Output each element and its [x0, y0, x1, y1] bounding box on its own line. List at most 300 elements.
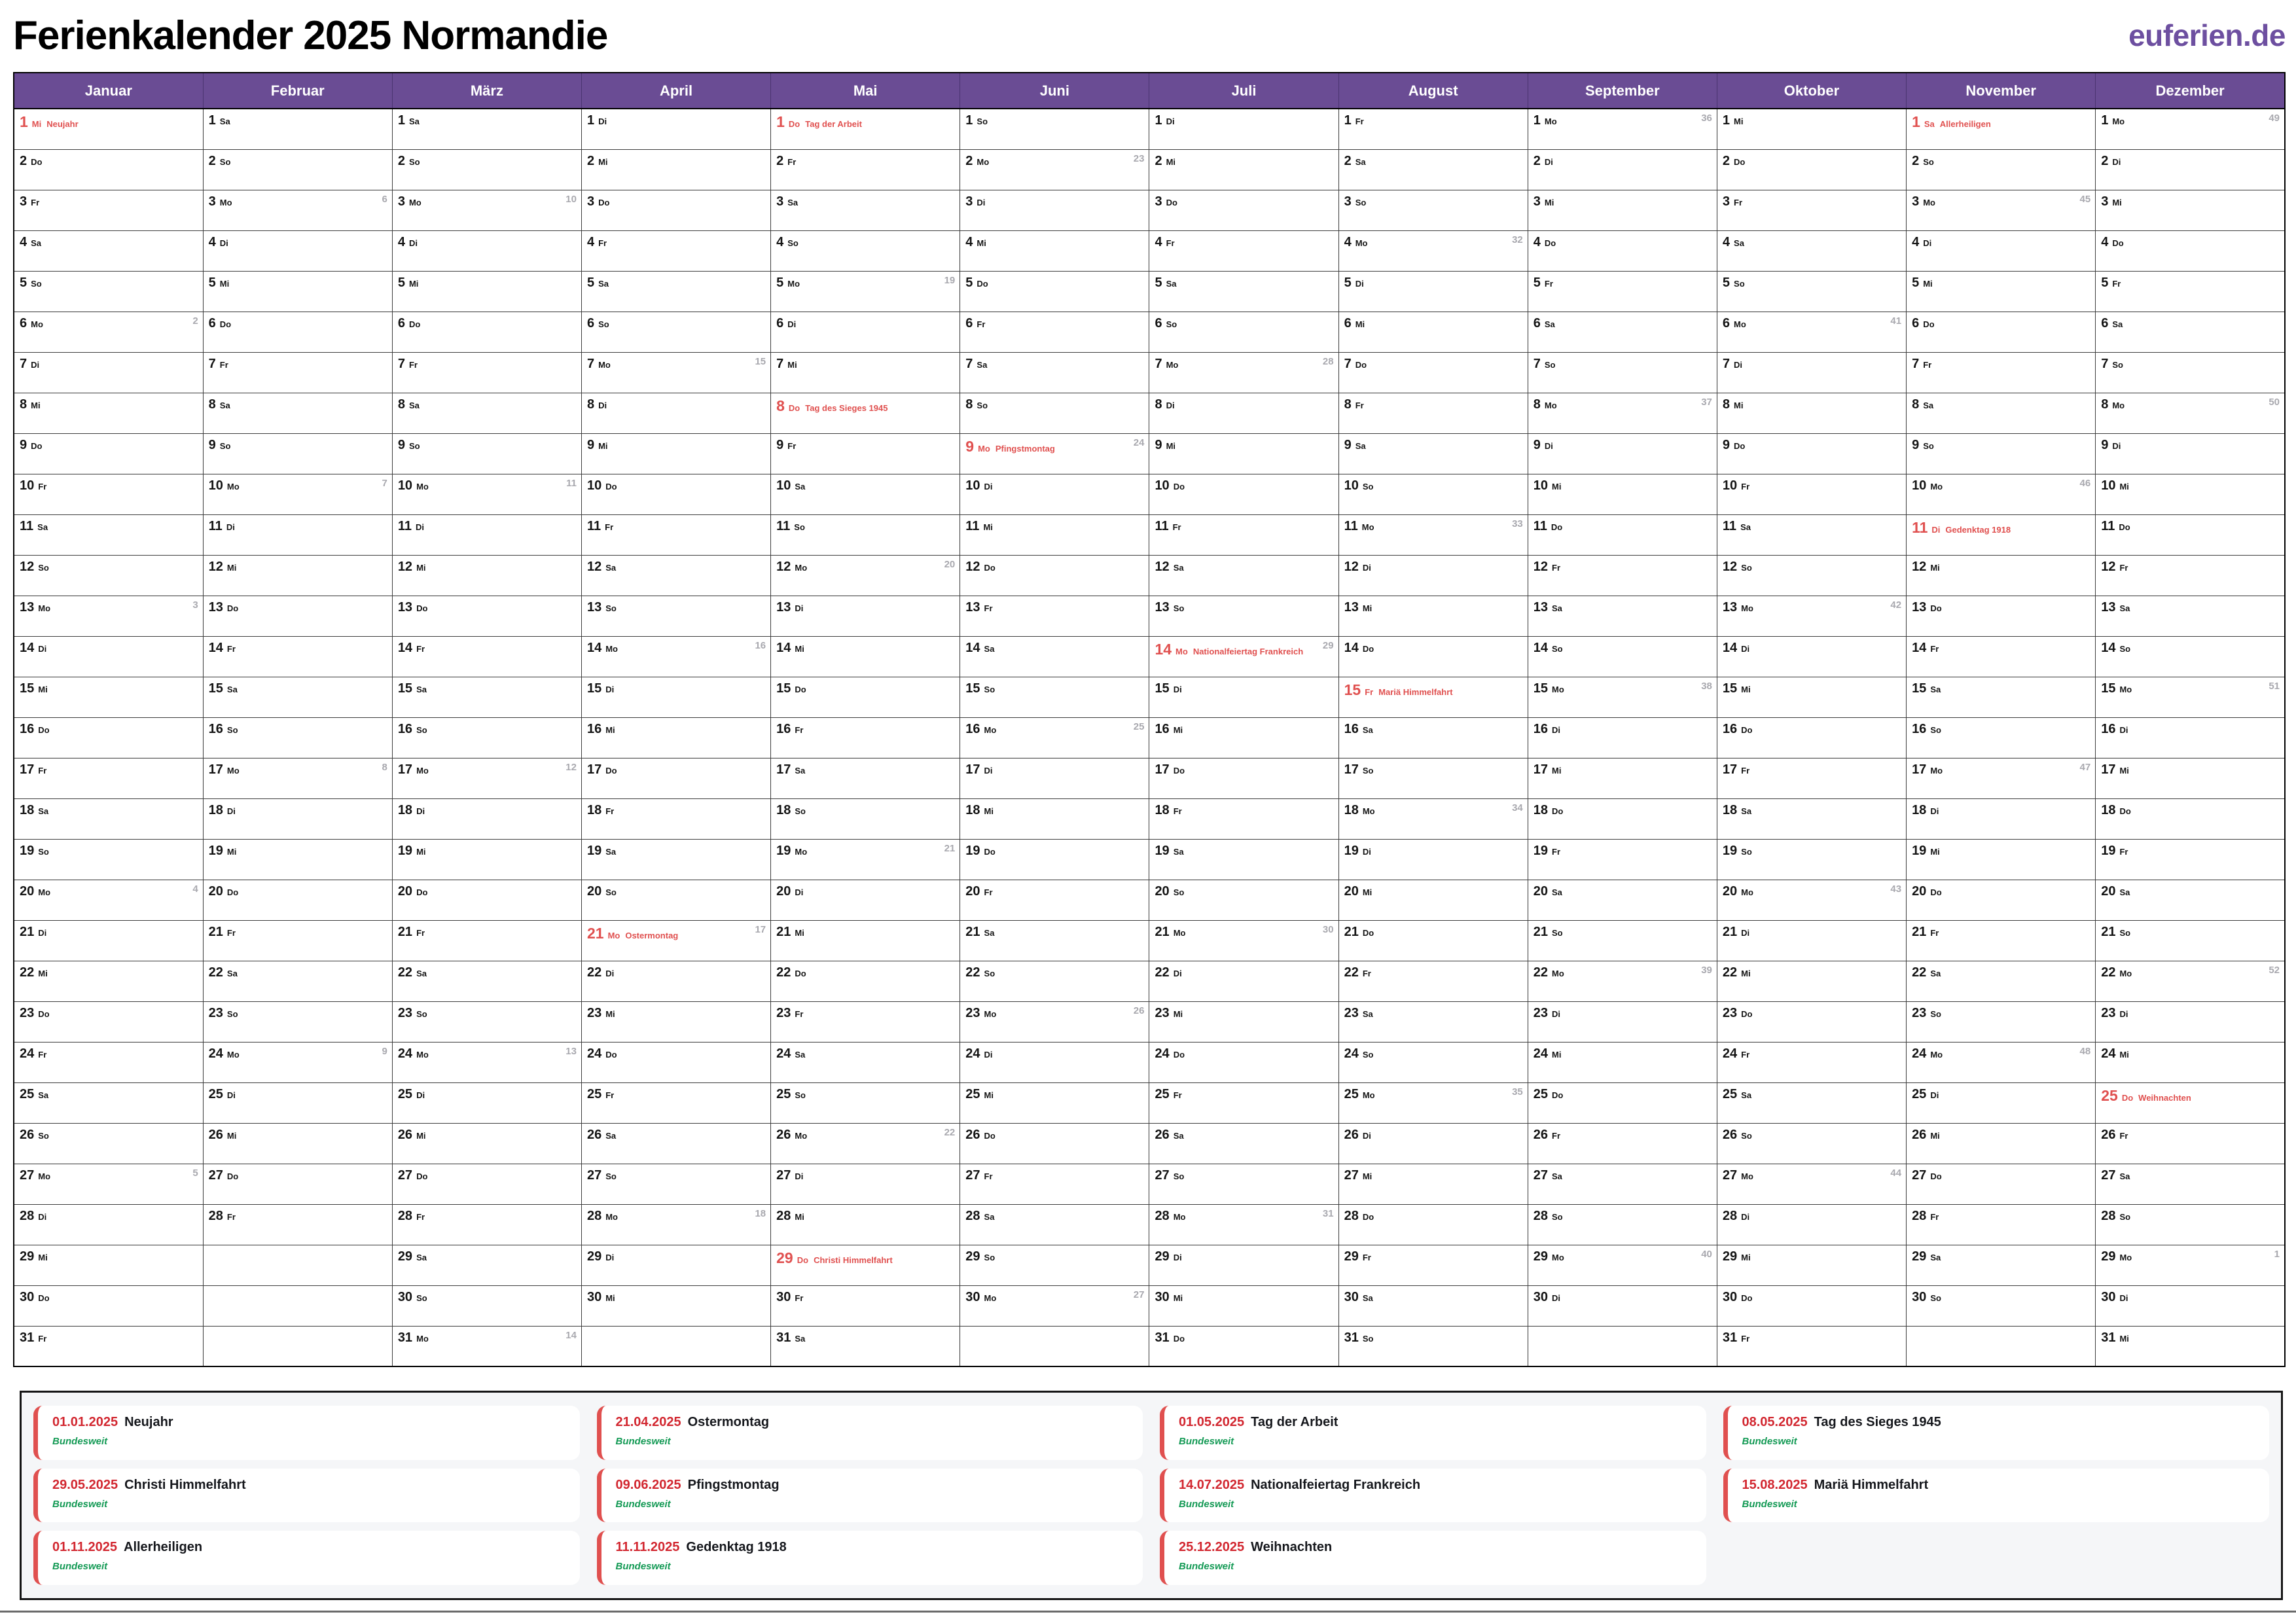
day-cell-august-7 [1338, 352, 1528, 393]
day-cell-content [1339, 515, 1528, 535]
weekday-abbr: Mo [984, 1008, 997, 1019]
empty-cell-content [960, 1327, 1149, 1330]
day-cell-content [393, 109, 581, 129]
weekday-abbr: Mo [1544, 116, 1557, 126]
day-cell-content [1528, 1245, 1717, 1265]
weekday-abbr: Di [1930, 1090, 1939, 1100]
day-cell-april-3 [581, 190, 770, 230]
day-cell-august-10 [1338, 474, 1528, 514]
holiday-name: Tag des Sieges 1945 [805, 402, 888, 413]
day-cell-märz-12 [392, 555, 581, 596]
weekday-abbr: Mo [1930, 481, 1943, 491]
day-cell-content [771, 677, 960, 697]
weekday-abbr: Mo [2112, 400, 2125, 410]
month-header-februar: Februar [203, 73, 392, 109]
day-cell-september-13 [1528, 596, 1717, 636]
legend-item-line [1742, 1415, 2257, 1430]
day-cell-märz-5 [392, 271, 581, 312]
day-cell-content [393, 393, 581, 413]
day-cell-content [1907, 596, 2095, 616]
day-cell-september-19 [1528, 839, 1717, 880]
day-number: 21 [586, 924, 604, 942]
day-cell-juli-6 [1149, 312, 1338, 352]
day-number: 27 [776, 1168, 791, 1183]
day-cell-märz-25 [392, 1082, 581, 1123]
day-cell-content [1717, 840, 1906, 859]
day-number: 25 [1155, 1086, 1170, 1101]
day-number: 14 [1722, 640, 1738, 655]
day-number: 19 [1344, 843, 1359, 858]
day-cell-content [1339, 272, 1528, 291]
week-number: 12 [565, 761, 577, 773]
week-number: 7 [382, 477, 387, 489]
day-number: 12 [1722, 559, 1738, 574]
weekday-abbr: Fr [226, 927, 236, 938]
day-cell-mai-11 [771, 514, 960, 555]
weekday-abbr: Mi [1173, 1008, 1183, 1019]
weekday-abbr: Di [984, 1049, 993, 1060]
day-cell-content [1149, 596, 1338, 616]
weekday-abbr: Sa [1544, 319, 1555, 329]
day-number: 6 [1344, 315, 1352, 330]
empty-cell-content [204, 1245, 392, 1249]
legend-item-line [616, 1478, 1130, 1493]
day-number: 10 [20, 478, 35, 493]
day-number: 13 [20, 599, 35, 615]
weekday-abbr: Di [1166, 400, 1175, 410]
day-number: 7 [776, 356, 784, 371]
bottom-rule [0, 1611, 2296, 1613]
day-number: 17 [1722, 762, 1738, 777]
weekday-abbr: Di [1734, 359, 1743, 370]
day-cell-content [582, 921, 770, 943]
week-number: 5 [192, 1167, 198, 1179]
weekday-abbr: Mi [408, 278, 419, 289]
day-number: 22 [776, 965, 791, 980]
day-cell-content [393, 353, 581, 372]
day-cell-april-16 [581, 717, 770, 758]
empty-cell-februar [203, 1245, 392, 1285]
weekday-abbr: Do [2121, 1092, 2134, 1103]
day-cell-content [14, 1124, 203, 1143]
weekday-abbr: Mo [978, 443, 990, 454]
weekday-abbr: Di [2119, 724, 2128, 735]
month-header-november: November [1907, 73, 2096, 109]
weekday-abbr: Mi [1741, 684, 1751, 694]
weekday-abbr: Fr [31, 197, 40, 207]
holiday-name: Nationalfeiertag Frankreich [1193, 646, 1304, 656]
day-number: 7 [1344, 356, 1352, 371]
day-number: 17 [1344, 762, 1359, 777]
weekday-abbr: Mi [38, 684, 48, 694]
weekday-abbr: Mo [219, 197, 232, 207]
empty-cell-content [204, 1327, 392, 1330]
day-cell-februar-6 [203, 312, 392, 352]
day-cell-september-14 [1528, 636, 1717, 677]
day-cell-content [14, 1205, 203, 1224]
day-number: 23 [586, 1005, 602, 1020]
day-cell-mai-24 [771, 1042, 960, 1082]
day-cell-oktober-13 [1717, 596, 1906, 636]
day-number: 18 [20, 802, 35, 817]
day-cell-september-18 [1528, 798, 1717, 839]
day-number: 30 [776, 1289, 791, 1304]
weekday-abbr: Do [1734, 440, 1746, 451]
legend-date: 29.05.2025 [52, 1477, 118, 1492]
day-cell-content [1339, 1245, 1528, 1265]
legend-scope: Bundesweit [1179, 1561, 1234, 1573]
day-number: 5 [776, 275, 784, 290]
day-number: 11 [965, 518, 980, 533]
day-number: 14 [965, 640, 980, 655]
day-cell-content [582, 596, 770, 616]
day-cell-november-5 [1907, 271, 2096, 312]
day-number: 22 [1533, 965, 1548, 980]
day-cell-januar-28 [14, 1204, 203, 1245]
day-cell-september-7 [1528, 352, 1717, 393]
day-cell-oktober-19 [1717, 839, 1906, 880]
day-cell-content [2096, 150, 2284, 169]
day-cell-oktober-24 [1717, 1042, 1906, 1082]
legend-holiday-name: Neujahr [124, 1415, 173, 1429]
day-cell-content [2096, 231, 2284, 251]
day-number: 12 [2101, 559, 2116, 574]
day-cell-content [582, 434, 770, 454]
day-cell-september-10 [1528, 474, 1717, 514]
day-number: 23 [208, 1005, 223, 1020]
day-cell-januar-5 [14, 271, 203, 312]
day-cell-content [393, 150, 581, 169]
weekday-abbr: Di [605, 1252, 615, 1262]
day-number: 29 [2101, 1249, 2116, 1264]
weekday-abbr: Fr [1552, 846, 1560, 857]
day-cell-juli-25 [1149, 1082, 1338, 1123]
day-number: 1 [208, 113, 216, 128]
weekday-abbr: So [1930, 1008, 1941, 1019]
weekday-abbr: Mo [408, 197, 422, 207]
weekday-abbr: Sa [2119, 603, 2130, 613]
day-cell-dezember-15 [2096, 677, 2285, 717]
day-cell-juli-10 [1149, 474, 1338, 514]
day-cell-content [1149, 231, 1338, 251]
day-number: 19 [965, 843, 980, 858]
day-number: 26 [2101, 1127, 2116, 1142]
day-number: 29 [1912, 1249, 1927, 1264]
day-cell-november-10 [1907, 474, 2096, 514]
day-cell-content [1339, 1043, 1528, 1062]
day-cell-content [771, 921, 960, 940]
day-cell-content [2096, 840, 2284, 859]
day-cell-august-15 [1338, 677, 1528, 717]
day-cell-content [1339, 474, 1528, 494]
day-cell-content [582, 758, 770, 778]
holiday-name: Weihnachten [2138, 1092, 2191, 1103]
day-cell-content [960, 1043, 1149, 1062]
day-cell-content [771, 434, 960, 454]
day-cell-content [14, 840, 203, 859]
day-number: 2 [20, 153, 27, 168]
legend-date: 15.08.2025 [1742, 1477, 1808, 1492]
day-number: 23 [776, 1005, 791, 1020]
day-number: 8 [2101, 397, 2109, 412]
weekday-abbr: Do [1734, 156, 1746, 167]
day-number: 3 [586, 194, 595, 209]
day-cell-content [1907, 799, 2095, 819]
week-number: 16 [755, 639, 766, 651]
day-number: 1 [1533, 113, 1541, 128]
day-cell-content [1149, 1286, 1338, 1306]
day-cell-content [204, 272, 392, 291]
day-cell-november-21 [1907, 920, 2096, 961]
day-cell-content [1907, 1124, 2095, 1143]
weekday-abbr: Fr [416, 643, 425, 654]
day-cell-content [393, 1164, 581, 1184]
day-cell-märz-20 [392, 880, 581, 920]
day-cell-content [582, 880, 770, 900]
day-cell-november-11 [1907, 514, 2096, 555]
weekday-abbr: Mo [1930, 1049, 1943, 1060]
weekday-abbr: Do [31, 156, 43, 167]
day-cell-juli-4 [1149, 230, 1338, 271]
day-number: 5 [2101, 275, 2109, 290]
weekday-abbr: So [1355, 197, 1367, 207]
day-cell-juni-19 [960, 839, 1149, 880]
weekday-abbr: Mo [226, 1049, 240, 1060]
day-number: 7 [397, 356, 405, 371]
day-cell-oktober-22 [1717, 961, 1906, 1001]
weekday-abbr: Mo [2119, 968, 2132, 978]
day-cell-content [1717, 150, 1906, 169]
weekday-abbr: Do [984, 1130, 996, 1141]
weekday-abbr: So [1166, 319, 1177, 329]
day-cell-oktober-26 [1717, 1123, 1906, 1164]
day-cell-content [14, 1164, 203, 1184]
empty-cell-content [1907, 1327, 2095, 1330]
day-cell-content [204, 758, 392, 778]
weekday-abbr: Mi [1734, 400, 1744, 410]
day-cell-oktober-10 [1717, 474, 1906, 514]
day-cell-mai-2 [771, 149, 960, 190]
day-cell-content [1717, 1327, 1906, 1346]
day-cell-juli-26 [1149, 1123, 1338, 1164]
weekday-abbr: Mi [1741, 968, 1751, 978]
day-number: 20 [1344, 883, 1359, 899]
day-cell-content [2096, 758, 2284, 778]
day-number: 4 [1155, 234, 1162, 249]
week-number: 23 [1133, 152, 1145, 164]
weekday-abbr: Mi [1930, 562, 1940, 573]
day-cell-content [1717, 1083, 1906, 1103]
day-cell-september-8 [1528, 393, 1717, 433]
day-number: 30 [1722, 1289, 1738, 1304]
weekday-abbr: So [1930, 1293, 1941, 1303]
weekday-abbr: Sa [37, 522, 48, 532]
weekday-abbr: Di [605, 968, 615, 978]
day-number: 25 [965, 1086, 980, 1101]
day-number: 25 [1344, 1086, 1359, 1101]
weekday-abbr: Mo [795, 562, 808, 573]
day-number: 29 [397, 1249, 413, 1264]
day-cell-content [1907, 556, 2095, 575]
day-cell-content [960, 474, 1149, 494]
day-number: 29 [1155, 1249, 1170, 1264]
day-cell-november-27 [1907, 1164, 2096, 1204]
day-number: 20 [586, 883, 602, 899]
day-cell-content [771, 840, 960, 859]
day-cell-dezember-7 [2096, 352, 2285, 393]
day-cell-content [1717, 190, 1906, 210]
empty-cell-april [581, 1326, 770, 1366]
day-cell-content [1907, 515, 2095, 537]
day-cell-content [582, 1043, 770, 1062]
weekday-abbr: So [38, 1130, 49, 1141]
day-cell-juli-17 [1149, 758, 1338, 798]
weekday-abbr: Mi [2119, 481, 2129, 491]
day-cell-content [393, 556, 581, 575]
weekday-abbr: Mi [2119, 1333, 2129, 1344]
day-cell-september-29 [1528, 1245, 1717, 1285]
day-cell-content [582, 150, 770, 169]
week-number: 15 [755, 355, 766, 367]
day-cell-dezember-29 [2096, 1245, 2285, 1285]
weekday-abbr: Mi [2112, 197, 2122, 207]
weekday-abbr: Di [1552, 1293, 1560, 1303]
day-cell-februar-5 [203, 271, 392, 312]
day-number: 24 [397, 1046, 413, 1061]
legend-date: 01.05.2025 [1179, 1415, 1245, 1429]
day-cell-april-29 [581, 1245, 770, 1285]
day-cell-april-10 [581, 474, 770, 514]
weekday-abbr: Fr [1741, 765, 1750, 776]
legend-scope: Bundesweit [1742, 1498, 1797, 1510]
day-cell-august-31 [1338, 1326, 1528, 1366]
weekday-abbr: Do [598, 197, 610, 207]
day-cell-juni-21 [960, 920, 1149, 961]
day-number: 4 [1722, 234, 1731, 249]
legend-item [33, 1469, 580, 1523]
weekday-abbr: Do [795, 968, 806, 978]
day-cell-content [393, 1327, 581, 1346]
day-cell-content [1907, 434, 2095, 454]
day-number: 15 [1912, 681, 1927, 696]
day-cell-august-18 [1338, 798, 1528, 839]
day-cell-content [960, 312, 1149, 332]
day-cell-content [14, 880, 203, 900]
day-number: 25 [2101, 1086, 2118, 1104]
day-cell-juni-23 [960, 1001, 1149, 1042]
day-number: 18 [1722, 802, 1738, 817]
weekday-abbr: Fr [1355, 116, 1364, 126]
day-cell-content [2096, 921, 2284, 940]
weekday-abbr: Do [408, 319, 421, 329]
day-cell-januar-4 [14, 230, 203, 271]
day-cell-september-15 [1528, 677, 1717, 717]
day-number: 4 [965, 234, 973, 249]
day-cell-januar-30 [14, 1285, 203, 1326]
week-number: 21 [944, 842, 956, 854]
day-cell-juli-27 [1149, 1164, 1338, 1204]
month-header-märz: März [392, 73, 581, 109]
day-number: 22 [20, 965, 35, 980]
day-cell-märz-30 [392, 1285, 581, 1326]
day-cell-märz-13 [392, 596, 581, 636]
weekday-abbr: Do [984, 562, 996, 573]
day-cell-märz-8 [392, 393, 581, 433]
day-cell-content [582, 272, 770, 291]
day-number: 8 [1344, 397, 1352, 412]
legend-item-line [1179, 1540, 1693, 1555]
weekday-abbr: Mi [1166, 440, 1176, 451]
day-cell-september-25 [1528, 1082, 1717, 1123]
day-cell-august-19 [1338, 839, 1528, 880]
day-cell-content [204, 312, 392, 332]
weekday-abbr: Do [226, 603, 239, 613]
day-cell-content [14, 190, 203, 210]
weekday-abbr: Do [1355, 359, 1367, 370]
day-cell-juni-5 [960, 271, 1149, 312]
day-cell-content [1339, 1124, 1528, 1143]
weekday-abbr: Fr [416, 1211, 425, 1222]
day-cell-juli-3 [1149, 190, 1338, 230]
day-cell-dezember-1 [2096, 109, 2285, 149]
day-cell-content [1149, 1124, 1338, 1143]
day-number: 1 [1155, 113, 1162, 128]
day-cell-content [2096, 1164, 2284, 1184]
weekday-abbr: Di [226, 522, 235, 532]
weekday-abbr: Sa [1741, 1090, 1752, 1100]
day-cell-dezember-16 [2096, 717, 2285, 758]
day-cell-november-7 [1907, 352, 2096, 393]
day-number: 21 [1722, 924, 1738, 939]
weekday-abbr: Mi [219, 278, 230, 289]
weekday-abbr: Do [788, 402, 800, 413]
day-number: 27 [20, 1168, 35, 1183]
day-cell-mai-20 [771, 880, 960, 920]
day-number: 12 [586, 559, 602, 574]
day-number: 7 [208, 356, 216, 371]
legend-item-line [1179, 1415, 1693, 1430]
weekday-abbr: Sa [605, 1130, 617, 1141]
day-cell-september-1 [1528, 109, 1717, 149]
weekday-abbr: Sa [38, 806, 49, 816]
weekday-abbr: Di [408, 238, 418, 248]
weekday-abbr: So [1923, 156, 1934, 167]
day-number: 1 [397, 113, 405, 128]
day-number: 23 [965, 1005, 980, 1020]
day-number: 5 [1155, 275, 1162, 290]
day-cell-content [2096, 718, 2284, 738]
day-number: 19 [1533, 843, 1548, 858]
day-number: 16 [965, 721, 980, 736]
weekday-abbr: So [408, 156, 420, 167]
week-number: 39 [1701, 964, 1712, 976]
weekday-abbr: Sa [416, 968, 427, 978]
day-number: 5 [1344, 275, 1352, 290]
weekday-abbr: Sa [1741, 806, 1752, 816]
day-cell-content [771, 961, 960, 981]
day-cell-juli-18 [1149, 798, 1338, 839]
legend-date: 14.07.2025 [1179, 1477, 1245, 1492]
day-cell-juni-22 [960, 961, 1149, 1001]
weekday-abbr: Fr [38, 481, 47, 491]
day-cell-februar-17 [203, 758, 392, 798]
day-cell-september-23 [1528, 1001, 1717, 1042]
day-cell-content [960, 515, 1149, 535]
day-cell-april-6 [581, 312, 770, 352]
day-cell-content [1339, 1002, 1528, 1022]
day-number: 9 [208, 437, 216, 452]
weekday-abbr: Mi [416, 1130, 426, 1141]
